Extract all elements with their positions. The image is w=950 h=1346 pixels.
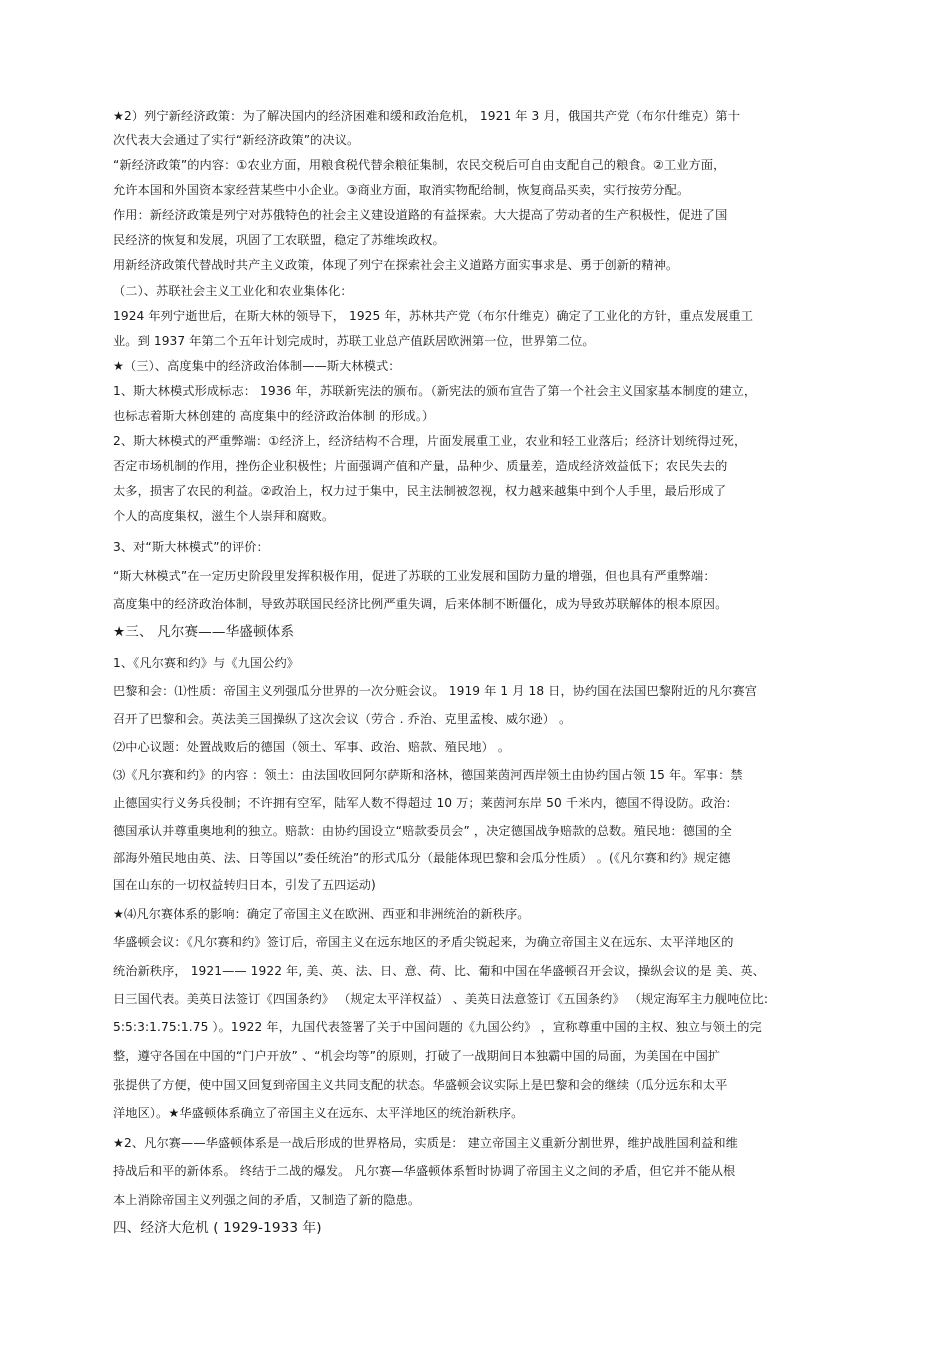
text-line: 四、经济大危机 ( 1929-1933 年) xyxy=(113,1220,322,1236)
text-line: 也标志着斯大林创建的 高度集中的经济政治体制 的形成。） xyxy=(113,409,435,423)
text-line: （二）、苏联社会主义工业化和农业集体化： xyxy=(113,284,353,298)
text-line: 召开了巴黎和会。英法美三国操纵了这次会议（劳合 . 乔治、克里孟梭、威尔逊） 。 xyxy=(113,712,572,726)
text-line: ⑵中心议题：处置战败后的德国（领土、军事、政治、赔款、殖民地） 。 xyxy=(113,740,511,754)
text-line: 1、《凡尔赛和约》与《九国公约》 xyxy=(113,656,300,670)
text-line: 统治新秩序， 1921—— 1922 年, 美、英、法、日、意、荷、比、葡和中国在华盛顿召开会议，操纵会议的是 美、英、 xyxy=(113,964,765,978)
text-line: 2、斯大林模式的严重弊端：①经济上，经济结构不合理，片面发展重工业，农业和轻工业落后；经济计划统得过死， xyxy=(113,434,747,448)
text-line: 张提供了方便，使中国又回复到帝国主义共同支配的状态。华盛顿会议实际上是巴黎和会的继续（瓜分远东和太平 xyxy=(113,1078,728,1092)
text-line: 允许本国和外国资本家经营某些中小企业。③商业方面，取消实物配给制，恢复商品买卖，实行按劳分配。 xyxy=(113,183,690,197)
text-line: ★三、 凡尔赛——华盛顿体系 xyxy=(113,624,295,640)
text-line: 持战后和平的新体系。 终结于二战的爆发。 凡尔赛—华盛顿体系暂时协调了帝国主义之间的矛盾，但它并不能从根 xyxy=(113,1164,736,1178)
text-line: ★2）列宁新经济政策：为了解决国内的经济困难和缓和政治危机， 1921 年 3 月，俄国共产党（布尔什维克）第十 xyxy=(113,109,740,123)
text-line: 个人的高度集权，滋生个人崇拜和腐败。 xyxy=(113,509,335,523)
text-line: 巴黎和会：⑴性质：帝国主义列强瓜分世界的一次分赃会议。 1919 年 1 月 18 日，协约国在法国巴黎附近的凡尔赛宫 xyxy=(113,684,758,698)
text-line: 3、对“斯大林模式”的评价： xyxy=(113,540,269,554)
text-line: 用新经济政策代替战时共产主义政策，体现了列宁在探索社会主义道路方面实事求是、勇于创新的精神。 xyxy=(113,258,679,272)
text-line: 1924 年列宁逝世后，在斯大林的领导下， 1925 年，苏林共产党（布尔什维克）确定了工业化的方针，重点发展重工 xyxy=(113,309,753,323)
text-line: 民经济的恢复和发展，巩固了工农联盟，稳定了苏维埃政权。 xyxy=(113,233,445,247)
text-line: 5:5:3:1.75:1.75 ）。1922 年，九国代表签署了关于中国问题的《九国公约》 ，宣称尊重中国的主权、独立与领土的完 xyxy=(113,1020,762,1034)
text-line: 1、斯大林模式形成标志： 1936 年，苏联新宪法的颁布。（新宪法的颁布宣告了第一个社会主义国家基本制度的建立， xyxy=(113,384,757,398)
text-line: 华盛顿会议：《凡尔赛和约》签订后，帝国主义在远东地区的矛盾尖锐起来，为确立帝国主义在远东、太平洋地区的 xyxy=(113,935,734,949)
text-line: “斯大林模式”在一定历史阶段里发挥积极作用，促进了苏联的工业发展和国防力量的增强，但也具有严重弊端： xyxy=(113,569,716,583)
text-line: ★⑷凡尔赛体系的影响：确定了帝国主义在欧洲、西亚和非洲统治的新秩序。 xyxy=(113,907,530,921)
text-line: 业。到 1937 年第二个五年计划完成时，苏联工业总产值跃居欧洲第一位，世界第二位。 xyxy=(113,334,595,348)
text-line: 本上消除帝国主义列强之间的矛盾，又制造了新的隐患。 xyxy=(113,1193,421,1207)
text-line: ★（三）、高度集中的经济政治体制——斯大林模式： xyxy=(113,359,401,373)
text-line: 否定市场机制的作用，挫伤企业积极性；片面强调产值和产量，品种少、质量差，造成经济效益低下；农民失去的 xyxy=(113,459,728,473)
text-line: ⑶《凡尔赛和约》的内容 ：领土：由法国收回阿尔萨斯和洛林，德国莱茵河西岸领土由协约国占领 15 年。军事：禁 xyxy=(113,768,743,782)
text-line: 德国承认并尊重奥地利的独立。赔款：由协约国设立“赔款委员会” ，决定德国战争赔款的总数。殖民地：德国的全 xyxy=(113,824,732,838)
text-line: 次代表大会通过了实行“新经济政策”的决议。 xyxy=(113,133,360,147)
text-line: 洋地区）。★华盛顿体系确立了帝国主义在远东、太平洋地区的统治新秩序。 xyxy=(113,1106,524,1120)
text-line: 整，遵守各国在中国的“门户开放” 、“机会均等”的原则，打破了一战期间日本独霸中国的局面，为美国在中国扩 xyxy=(113,1049,721,1063)
text-line: 高度集中的经济政治体制，导致苏联国民经济比例严重失调，后来体制不断僵化，成为导致苏联解体的根本原因。 xyxy=(113,597,728,611)
text-line: 国在山东的一切权益转归日本，引发了五四运动) xyxy=(113,878,376,892)
text-line: 作用：新经济政策是列宁对苏俄特色的社会主义建设道路的有益探索。大大提高了劳动者的生产积极性，促进了国 xyxy=(113,208,728,222)
text-line: 部海外殖民地由英、法、日等国以”委任统治”的形式瓜分（最能体现巴黎和会瓜分性质） 。(《凡尔赛和约》规定德 xyxy=(113,851,731,865)
text-line: “新经济政策”的内容：①农业方面，用粮食税代替余粮征集制，农民交税后可自由支配自己的粮食。②工业方面， xyxy=(113,158,726,172)
text-line: ★2、凡尔赛——华盛顿体系是一战后形成的世界格局，实质是： 建立帝国主义重新分割世界，维护战胜国利益和维 xyxy=(113,1136,738,1150)
text-line: 止德国实行义务兵役制；不许拥有空军，陆军人数不得超过 10 万；莱茵河东岸 50 千米内，德国不得设防。政治： xyxy=(113,796,738,810)
text-line: 太多，损害了农民的利益。②政治上，权力过于集中，民主法制被忽视，权力越来越集中到个人手里，最后形成了 xyxy=(113,484,727,498)
text-line: 日三国代表。美英日法签订《四国条约》 （规定太平洋权益） 、美英日法意签订《五国条约》 （规定海军主力舰吨位比: xyxy=(113,992,769,1006)
